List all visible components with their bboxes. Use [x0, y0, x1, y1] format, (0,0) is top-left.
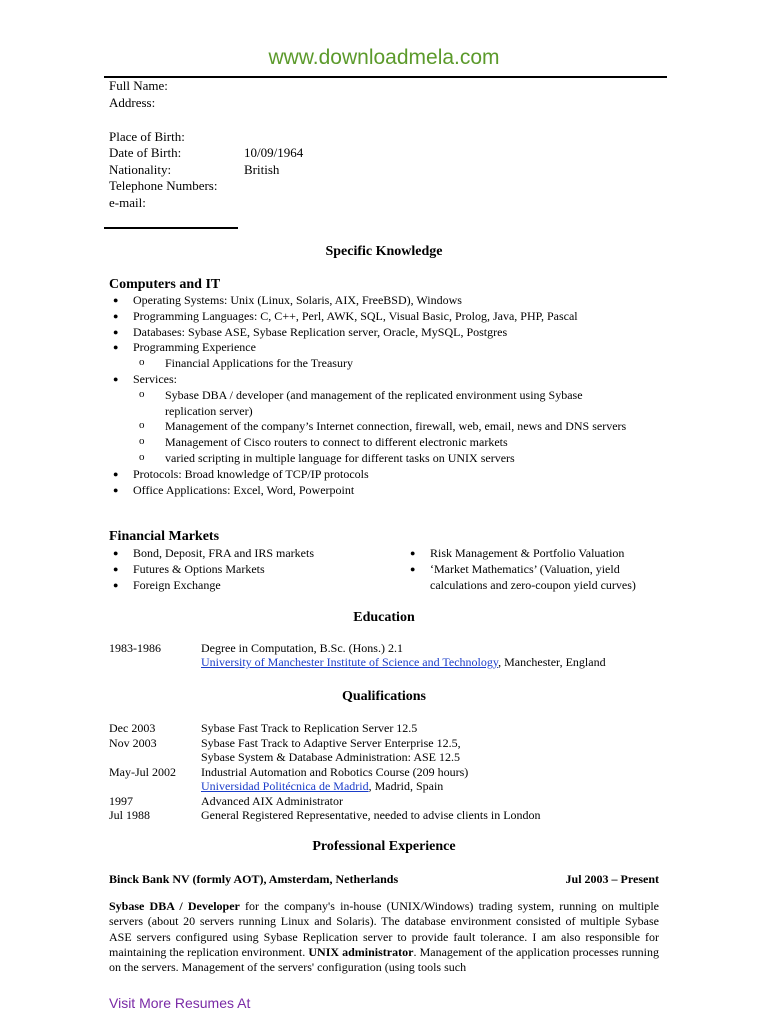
- list-item: ● Bond, Deposit, FRA and IRS markets: [113, 546, 315, 560]
- bullet-icon: ●: [113, 373, 119, 384]
- list-item: ● Databases: Sybase ASE, Sybase Replication server, Oracle, MySQL, Postgres: [113, 324, 508, 339]
- subsection-title-financial: Financial Markets: [109, 529, 220, 544]
- sub-list-item: o varied scripting in multiple language for different tasks on UNIX servers: [139, 450, 515, 465]
- financial-list-right: [410, 546, 660, 593]
- bullet-icon: ●: [113, 326, 119, 337]
- sub-list-item: o Financial Applications for the Treasury: [139, 356, 353, 371]
- personal-label: Date of Birth:: [109, 145, 182, 160]
- institution-link[interactable]: University of Manchester Institute of Science and Technology: [201, 655, 499, 669]
- sub-list-item: o Management of the company’s Internet connection, firewall, web, email, news and DNS servers: [139, 419, 627, 434]
- qualification-date: Nov 2003: [109, 735, 157, 750]
- qualification-date: Jul 1988: [109, 808, 151, 822]
- personal-value: British: [244, 161, 280, 177]
- personal-row-nationality: [109, 161, 280, 179]
- bullet-icon: ●: [410, 563, 416, 574]
- qualification-date: 1997: [109, 793, 133, 808]
- subsection-title-computers: Computers and IT: [109, 277, 221, 292]
- qualification-desc: Sybase Fast Track to Adaptive Server Enterprise 12.5,: [201, 735, 461, 750]
- bullet-icon: ●: [113, 484, 119, 495]
- bullet-icon: ●: [113, 579, 119, 590]
- qualification-desc: Advanced AIX Administrator: [201, 793, 343, 808]
- hollow-bullet-icon: o: [139, 435, 145, 448]
- list-item: ● Services:: [113, 371, 177, 386]
- computers-list: [113, 293, 635, 498]
- hollow-bullet-icon: o: [139, 419, 145, 432]
- job-role-dba: Sybase DBA / Developer: [109, 899, 240, 913]
- qualification-desc: Sybase System & Database Administration: ASE 12.5: [201, 750, 460, 764]
- qualification-desc: Industrial Automation and Robotics Course (209 hours): [201, 764, 469, 779]
- sub-list-item: o Sybase DBA / developer (and management of the replicated environment using Sybase replication server): [139, 387, 583, 418]
- qualification-desc: Sybase Fast Track to Replication Server 12.5: [201, 721, 418, 735]
- personal-row-telephone: [109, 178, 217, 195]
- education-location: , Manchester, England: [498, 655, 606, 669]
- personal-label: e-mail:: [109, 194, 146, 210]
- education-degree: Degree in Computation, B.Sc. (Hons.) 2.1: [201, 641, 403, 655]
- personal-row-full-name: [109, 78, 217, 95]
- university-location: , Madrid, Spain: [368, 779, 444, 793]
- personal-row-date-of-birth: [109, 145, 304, 162]
- personal-value: 10/09/1964: [244, 145, 304, 160]
- personal-divider: [104, 227, 238, 229]
- education-dates: 1983-1986: [109, 641, 161, 655]
- list-item: ● Operating Systems: Unix (Linux, Solaris, AIX, FreeBSD), Windows: [113, 293, 462, 307]
- personal-row-place-of-birth: [109, 129, 217, 146]
- university-link[interactable]: Universidad Politécnica de Madrid: [201, 779, 369, 793]
- financial-list-left: [113, 546, 393, 593]
- section-title-specific-knowledge: Specific Knowledge: [325, 244, 443, 259]
- list-item: ● Office Applications: Excel, Word, Powerpoint: [113, 482, 355, 497]
- job-company: Binck Bank NV (formly AOT), Amsterdam, Netherlands: [109, 872, 399, 886]
- job-text: for the company's in-house (UNIX/Windows) trading system, running on multiple servers (about 20 servers running Linux and Solaris). The database environment consisted of multiple Sybase ASE servers configured using Sybase Replication server to provide fault tolerance. I am also responsible for maintaining the replication environment.: [109, 899, 659, 959]
- bullet-icon: ●: [113, 295, 119, 305]
- bullet-icon: ●: [113, 310, 119, 321]
- footer-resumes-link[interactable]: Visit More Resumes At: [109, 995, 251, 1011]
- bullet-icon: ●: [113, 563, 119, 574]
- personal-label: Nationality:: [109, 161, 172, 177]
- qualification-date: May-Jul 2002: [109, 764, 176, 779]
- education-institution-line: [201, 655, 606, 670]
- list-item: ● Risk Management & Portfolio Valuation: [410, 546, 625, 560]
- list-item: ● Protocols: Broad knowledge of TCP/IP protocols: [113, 466, 369, 481]
- job-description: [109, 899, 659, 975]
- hollow-bullet-icon: o: [139, 450, 145, 463]
- personal-label: Telephone Numbers:: [109, 178, 218, 193]
- section-title-education: Education: [353, 610, 415, 625]
- personal-row-email: [109, 195, 217, 212]
- job-role-unix: UNIX administrator: [308, 944, 414, 959]
- qualification-date: Dec 2003: [109, 721, 156, 735]
- section-title-qualifications: Qualifications: [341, 689, 426, 704]
- list-item: ● Programming Experience: [113, 340, 256, 355]
- bullet-icon: ●: [113, 342, 119, 353]
- job-text: . Management of the application processes running on the servers. Management of the servers' configuration (using tools such: [109, 944, 660, 975]
- list-item: ● Programming Languages: C, C++, Perl, AWK, SQL, Visual Basic, Prolog, Java, PHP, Pascal: [113, 308, 578, 323]
- sub-list-item: o Management of Cisco routers to connect to different electronic markets: [139, 435, 508, 450]
- list-item: ● ‘Market Mathematics’ (Valuation, yield calculations and zero-coupon yield curves): [410, 561, 636, 592]
- qualification-desc: [201, 779, 443, 794]
- hollow-bullet-icon: o: [139, 356, 145, 369]
- list-item: ● Futures & Options Markets: [113, 561, 265, 576]
- section-title-professional-experience: Professional Experience: [312, 839, 456, 854]
- hollow-bullet-icon: o: [139, 387, 145, 400]
- bullet-icon: ●: [113, 548, 119, 558]
- personal-label: Place of Birth:: [109, 128, 185, 144]
- site-header-link[interactable]: www.downloadmela.com: [268, 46, 500, 69]
- personal-details: [109, 78, 304, 211]
- personal-label: Full Name:: [109, 78, 168, 93]
- qualification-desc: General Registered Representative, needed to advise clients in London: [201, 808, 541, 822]
- personal-row-address: [109, 95, 217, 129]
- list-item: ● Foreign Exchange: [113, 577, 221, 592]
- bullet-icon: ●: [410, 548, 416, 558]
- job-dates: Jul 2003 – Present: [565, 872, 659, 886]
- bullet-icon: ●: [113, 468, 119, 479]
- personal-label: Address:: [109, 94, 156, 110]
